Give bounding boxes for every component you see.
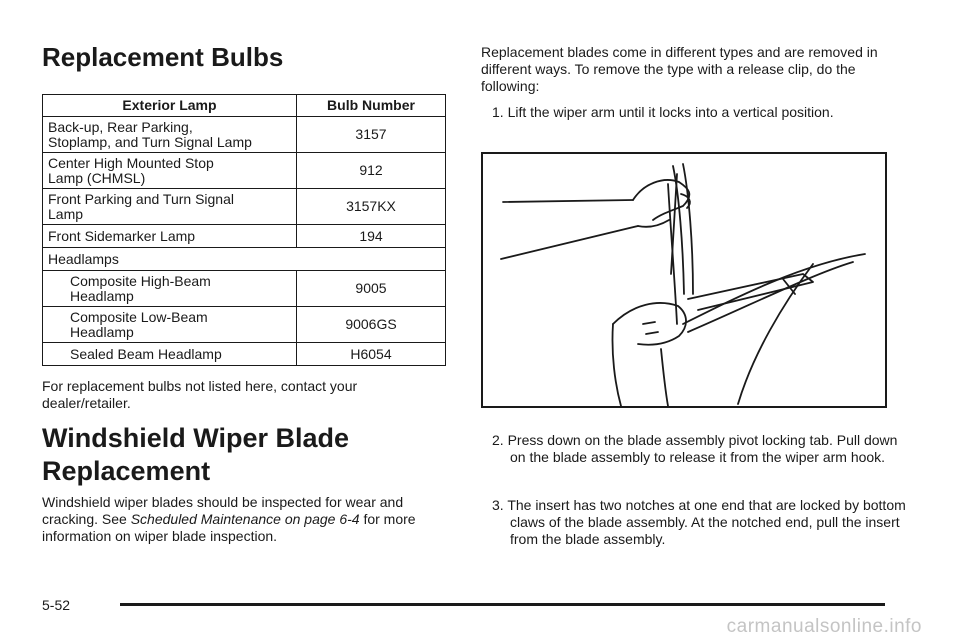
table-row-group-headlamps [43, 248, 446, 271]
section-title-wiper-blade: Windshield Wiper Blade Replacement [42, 423, 350, 486]
bulb-number: 9005 [297, 271, 446, 307]
bulb-number: 9006GS [297, 307, 446, 343]
replacement-bulb-note: For replacement bulbs not listed here, contact your dealer/retailer. [42, 378, 358, 411]
table-row [43, 153, 446, 189]
hood-line-lower [501, 226, 638, 259]
step-2: 2. Press down on the blade assembly pivot locking tab. Pull down on the blade assembly to release it from the wiper arm hook. [492, 432, 898, 465]
windshield-edge [683, 254, 865, 324]
lamp-name: Front Sidemarker Lamp [43, 225, 297, 248]
lower-forearm-left [612, 324, 621, 406]
wiper-arm-back [683, 164, 693, 294]
hands-lifting-wiper-arm-drawing [483, 154, 885, 406]
lamp-group-name: Headlamps [43, 248, 446, 271]
upper-hand [633, 180, 689, 220]
lamp-name: Back-up, Rear Parking, Stoplamp, and Turn Signal Lamp [43, 117, 297, 153]
wiper-text-before: Windshield wiper blades should be inspected for wear and cracking. See [42, 494, 404, 527]
table-header-exterior-lamp: Exterior Lamp [43, 95, 297, 117]
step-1: 1. Lift the wiper arm until it locks into a vertical position. [492, 104, 834, 120]
lamp-name: Center High Mounted Stop Lamp (CHMSL) [43, 153, 297, 189]
table-header-bulb-number: Bulb Number [297, 95, 446, 117]
wiper-text-after: for more information on wiper blade inspection. [42, 511, 416, 544]
maintenance-cross-reference: Scheduled Maintenance on page 6-4 [130, 511, 360, 527]
upper-wrist [638, 220, 669, 227]
table-row [43, 225, 446, 248]
lamp-name: Sealed Beam Headlamp [43, 343, 297, 366]
section-title-replacement-bulbs: Replacement Bulbs [42, 42, 284, 72]
blade-types-intro: Replacement blades come in different types and are removed in different ways. To remove the type with a release clip, do the following: [481, 44, 878, 94]
step-3: 3. The insert has two notches at one end that are locked by bottom claws of the blade assembly. At the notched end, pull the insert from the blade assembly. [492, 497, 906, 547]
wiper-inspection-paragraph [42, 494, 447, 545]
bulb-number: 194 [297, 225, 446, 248]
lamp-name: Composite Low-Beam Headlamp [43, 307, 297, 343]
table-row [43, 189, 446, 225]
bulb-number: 3157KX [297, 189, 446, 225]
table-row [43, 307, 446, 343]
knuckle-line [643, 322, 655, 324]
site-watermark: carmanualsonline.info [726, 616, 922, 637]
page-number: 5-52 [42, 597, 71, 613]
bulb-number: 912 [297, 153, 446, 189]
bulb-table [42, 94, 446, 366]
wiper-arm-illustration [481, 152, 887, 408]
lower-hand [613, 303, 686, 345]
wiper-blade-rubber [671, 174, 677, 274]
bulb-number: H6054 [297, 343, 446, 366]
table-row [43, 343, 446, 366]
hood-line-upper [503, 200, 633, 202]
lamp-name: Composite High-Beam Headlamp [43, 271, 297, 307]
bulb-number: 3157 [297, 117, 446, 153]
windshield-inner-edge [688, 262, 853, 332]
table-row [43, 117, 446, 153]
knuckle-line [646, 332, 658, 334]
lower-forearm-right [661, 349, 668, 406]
footer-rule [120, 603, 885, 606]
table-row [43, 271, 446, 307]
lamp-name: Front Parking and Turn Signal Lamp [43, 189, 297, 225]
